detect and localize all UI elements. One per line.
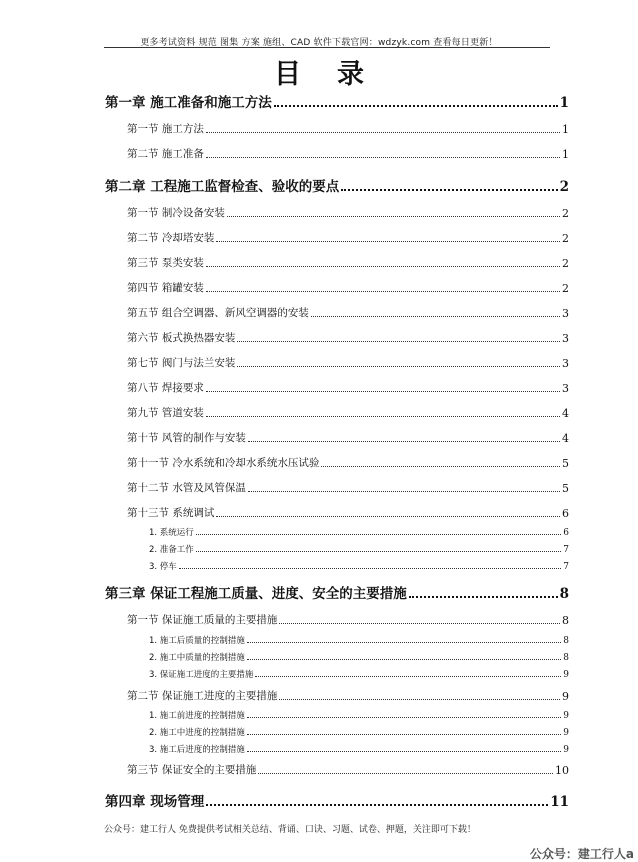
toc-page-number: 4 <box>562 407 569 420</box>
toc-entry-label: 第一章 施工准备和施工方法 <box>105 95 272 111</box>
toc-subsection-entry[interactable] <box>149 560 569 572</box>
toc-subsection-entry[interactable] <box>149 668 569 680</box>
toc-dot-leader <box>248 491 560 492</box>
toc-section-entry[interactable] <box>127 430 569 445</box>
toc-page-number: 8 <box>563 653 569 663</box>
toc-entry-label: 第三节 泵类安装 <box>127 257 204 269</box>
toc-dot-leader <box>321 466 560 467</box>
toc-dot-leader <box>179 568 561 569</box>
toc-page-number: 1 <box>562 148 569 161</box>
toc-page-number: 2 <box>562 282 569 295</box>
toc-entry-label: 2. 准备工作 <box>149 545 194 555</box>
toc-page-number: 1 <box>559 95 569 111</box>
toc-subsection-entry[interactable] <box>149 651 569 663</box>
toc-dot-leader <box>206 391 560 392</box>
toc-page-number: 10 <box>555 764 569 777</box>
toc-chapter-entry[interactable] <box>105 582 569 602</box>
toc-page-number: 9 <box>563 711 569 721</box>
toc-dot-leader <box>248 441 560 442</box>
toc-chapter-entry[interactable] <box>105 91 569 111</box>
toc-entry-label: 3. 停车 <box>149 562 177 572</box>
toc-page-number: 8 <box>562 614 569 627</box>
toc-dot-leader <box>206 291 560 292</box>
toc-entry-label: 第八节 焊接要求 <box>127 382 204 394</box>
toc-section-entry[interactable] <box>127 146 569 161</box>
toc-entry-label: 第四节 箱罐安装 <box>127 282 204 294</box>
toc-page-number: 9 <box>562 690 569 703</box>
toc-section-entry[interactable] <box>127 230 569 245</box>
toc-page-number: 8 <box>563 636 569 646</box>
toc-page-number: 3 <box>562 332 569 345</box>
toc-dot-leader <box>247 717 561 718</box>
toc-page-number: 6 <box>562 507 569 520</box>
toc-section-entry[interactable] <box>127 355 569 370</box>
toc-entry-label: 3. 施工后进度的控制措施 <box>149 745 245 755</box>
toc-page-number: 9 <box>563 745 569 755</box>
toc-page-number: 7 <box>563 545 569 555</box>
toc-page-number: 7 <box>563 562 569 572</box>
toc-dot-leader <box>311 316 560 317</box>
watermark: 公众号：建工行人a <box>529 847 634 861</box>
toc-page-number: 2 <box>559 179 569 195</box>
toc-entry-label: 第二节 保证施工进度的主要措施 <box>127 690 278 702</box>
toc-dot-leader <box>206 416 560 417</box>
toc-dot-leader <box>196 534 561 535</box>
toc-dot-leader <box>279 623 560 624</box>
toc-dot-leader <box>274 105 558 107</box>
toc-subsection-entry[interactable] <box>149 743 569 755</box>
toc-page-number: 4 <box>562 432 569 445</box>
toc-entry-label: 2. 施工中进度的控制措施 <box>149 728 245 738</box>
toc-dot-leader <box>247 642 561 643</box>
toc-section-entry[interactable] <box>127 205 569 220</box>
toc-chapter-entry[interactable] <box>105 175 569 195</box>
toc-page-number: 6 <box>563 528 569 538</box>
toc-entry-label: 第四章 现场管理 <box>105 794 205 810</box>
toc-subsection-entry[interactable] <box>149 726 569 738</box>
toc-section-entry[interactable] <box>127 305 569 320</box>
toc-dot-leader <box>216 241 560 242</box>
toc-dot-leader <box>206 266 560 267</box>
toc-page-number: 2 <box>562 257 569 270</box>
toc-entry-label: 第一节 施工方法 <box>127 123 204 135</box>
toc-section-entry[interactable] <box>127 455 569 470</box>
toc-entry-label: 第十节 风管的制作与安装 <box>127 432 246 444</box>
toc-page-number: 5 <box>562 482 569 495</box>
toc-entry-label: 第二节 冷却塔安装 <box>127 232 215 244</box>
toc-dot-leader <box>216 516 560 517</box>
toc-section-entry[interactable] <box>127 380 569 395</box>
toc-page-number: 9 <box>563 728 569 738</box>
toc-section-entry[interactable] <box>127 505 569 520</box>
toc-entry-label: 第六节 板式换热器安装 <box>127 332 236 344</box>
toc-section-entry[interactable] <box>127 280 569 295</box>
toc-dot-leader <box>247 751 561 752</box>
toc-entry-label: 第九节 管道安装 <box>127 407 204 419</box>
toc-page-number: 2 <box>562 232 569 245</box>
toc-entry-label: 第十二节 水管及风管保温 <box>127 482 246 494</box>
toc-page-number: 1 <box>562 123 569 136</box>
toc-entry-label: 第三节 保证安全的主要措施 <box>127 764 257 776</box>
toc-subsection-entry[interactable] <box>149 526 569 538</box>
toc-section-entry[interactable] <box>127 612 569 627</box>
toc-page-number: 8 <box>559 586 569 602</box>
toc-dot-leader <box>255 676 561 677</box>
toc-page-number: 3 <box>562 357 569 370</box>
toc-dot-leader <box>258 773 553 774</box>
toc-entry-label: 1. 施工后质量的控制措施 <box>149 636 245 646</box>
toc-page-number: 11 <box>550 794 569 810</box>
toc-entry-label: 第五节 组合空调器、新风空调器的安装 <box>127 307 309 319</box>
toc-section-entry[interactable] <box>127 121 569 136</box>
toc-entry-label: 1. 系统运行 <box>149 528 194 538</box>
toc-dot-leader <box>341 189 557 191</box>
toc-entry-label: 第三章 保证工程施工质量、进度、安全的主要措施 <box>105 586 407 602</box>
toc-dot-leader <box>237 341 560 342</box>
toc-page-number: 5 <box>562 457 569 470</box>
toc-entry-label: 第二章 工程施工监督检查、验收的要点 <box>105 179 340 195</box>
toc-dot-leader <box>279 699 560 700</box>
toc-dot-leader <box>247 659 561 660</box>
toc-entry-label: 1. 施工前进度的控制措施 <box>149 711 245 721</box>
toc-section-entry[interactable] <box>127 255 569 270</box>
toc-entry-label: 第七节 阀门与法兰安装 <box>127 357 236 369</box>
toc-dot-leader <box>196 551 561 552</box>
toc-section-entry[interactable] <box>127 762 569 777</box>
toc-dot-leader <box>206 132 560 133</box>
header-note: 更多考试资料 规范 图集 方案 施组、CAD 软件下载官网：wdzyk.com 查看每日更新！ <box>140 38 498 48</box>
toc-entry-label: 第一节 保证施工质量的主要措施 <box>127 614 278 626</box>
toc-page-number: 9 <box>563 670 569 680</box>
toc-entry-label: 第一节 制冷设备安装 <box>127 207 225 219</box>
toc-dot-leader <box>206 804 548 806</box>
toc-dot-leader <box>247 734 561 735</box>
toc-page-number: 3 <box>562 382 569 395</box>
toc-dot-leader <box>227 216 560 217</box>
toc-subsection-entry[interactable] <box>149 709 569 721</box>
toc-section-entry[interactable] <box>127 330 569 345</box>
toc-entry-label: 2. 施工中质量的控制措施 <box>149 653 245 663</box>
header-rule <box>104 47 550 48</box>
toc-section-entry[interactable] <box>127 480 569 495</box>
toc-subsection-entry[interactable] <box>149 634 569 646</box>
toc-page-number: 2 <box>562 207 569 220</box>
toc-subsection-entry[interactable] <box>149 543 569 555</box>
toc-dot-leader <box>409 596 558 598</box>
toc-dot-leader <box>206 157 560 158</box>
toc-section-entry[interactable] <box>127 688 569 703</box>
toc-chapter-entry[interactable] <box>105 790 569 810</box>
toc-dot-leader <box>237 366 560 367</box>
toc-section-entry[interactable] <box>127 405 569 420</box>
toc-entry-label: 3. 保证施工进度的主要措施 <box>149 670 254 680</box>
toc-page-number: 3 <box>562 307 569 320</box>
page-title: 目录 <box>274 59 400 90</box>
toc-entry-label: 第十三节 系统调试 <box>127 507 215 519</box>
footer-note: 公众号：建工行人 免费提供考试相关总结、背诵、口诀、习题、试卷、押题，关注即可下载！ <box>104 825 476 835</box>
toc-entry-label: 第二节 施工准备 <box>127 148 204 160</box>
toc-entry-label: 第十一节 冷水系统和冷却水系统水压试验 <box>127 457 320 469</box>
